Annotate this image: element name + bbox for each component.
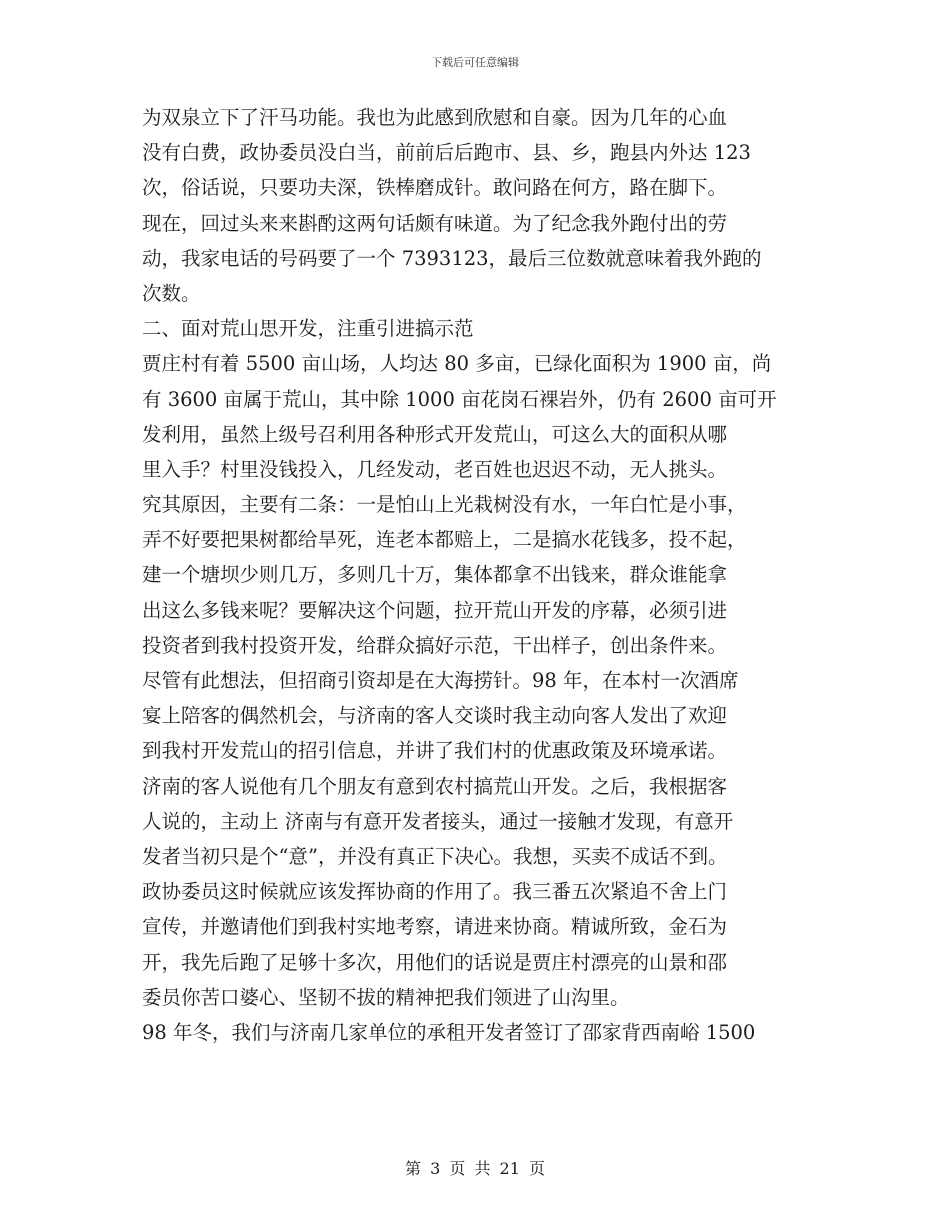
text-line: 发利用，虽然上级号召利用各种形式开发荒山，可这么大的面积从哪 [142, 422, 728, 446]
text-line: 政协委员这时候就应该发挥协商的作用了。我三番五次紧追不舍上门 [142, 880, 728, 904]
text-line: 为双泉立下了汗马功能。我也为此感到欣慰和自豪。因为几年的心血 [142, 106, 728, 129]
text-line: 次，俗话说，只要功夫深，铁棒磨成针。敢问路在何方，路在脚下。 [142, 176, 728, 200]
text-line: 委员你苦口婆心、坚韧不拔的精神把我们领进了山沟里。 [142, 985, 630, 1009]
text-line: 二、面对荒山思开发，注重引进搞示范 [142, 317, 474, 341]
text-line: 济南的客人说他有几个朋友有意到农村搞荒山开发。之后，我根据客 [142, 774, 728, 798]
text-line: 尽管有此想法，但招商引资却是在大海捞针。98 年，在本村一次酒席 [142, 669, 739, 692]
body-text [142, 100, 810, 1050]
text-line: 出这么多钱来呢？要解决这个问题，拉开荒山开发的序幕，必须引进 [142, 598, 728, 622]
text-line: 宴上陪客的偶然机会，与济南的客人交谈时我主动向客人发出了欢迎 [142, 704, 728, 728]
text-line: 究其原因，主要有二条：一是怕山上光栽树没有水，一年白忙是小事， [142, 493, 747, 517]
text-line: 98 年冬，我们与济南几家单位的承租开发者签订了邵家背西南峪 1500 [142, 1020, 756, 1044]
text-line: 开，我先后跑了足够十多次，用他们的话说是贾庄村漂亮的山景和邵 [142, 950, 728, 974]
text-line: 建一个塘坝少则几万，多则几十万，集体都拿不出钱来，群众谁能拿 [142, 563, 728, 587]
text-line: 有 3600 亩属于荒山，其中除 1000 亩花岗石裸岩外，仍有 2600 亩可开 [142, 387, 777, 411]
text-line: 贾庄村有着 5500 亩山场，人均达 80 多亩，已绿化面积为 1900 亩，尚 [142, 352, 772, 376]
text-line: 没有白费，政协委员没白当，前前后后跑市、县、乡，跑县内外达 123 [142, 141, 751, 165]
text-line: 弄不好要把果树都给旱死，连老本都赔上，二是搞水花钱多，投不起， [142, 528, 747, 552]
page-header: 下载后可任意编辑 [431, 56, 519, 69]
text-line: 现在，回过头来来斟酌这两句话颇有味道。为了纪念我外跑付出的劳 [142, 211, 728, 235]
text-line: 动，我家电话的号码要了一个 7393123，最后三位数就意味着我外跑的 [142, 246, 762, 270]
text-line: 到我村开发荒山的招引信息，并讲了我们村的优惠政策及环境承诺。 [142, 739, 728, 763]
text-line: 人说的，主动上 济南与有意开发者接头，通过一接触才发现，有意开 [142, 809, 734, 833]
text-line: 投资者到我村投资开发，给群众搞好示范，干出样子，创出条件来。 [142, 633, 728, 657]
text-line: 次数。 [142, 281, 201, 305]
text-line: 里入手？村里没钱投入，几经发动，老百姓也迟迟不动，无人挑头。 [142, 457, 728, 481]
page-footer: 第 3 页 共 21 页 [405, 1159, 545, 1178]
text-line: 发者当初只是个“意”，并没有真正下决心。我想，买卖不成话不到。 [142, 844, 728, 868]
text-line: 宣传，并邀请他们到我村实地考察，请进来协商。精诚所致，金石为 [142, 915, 728, 939]
